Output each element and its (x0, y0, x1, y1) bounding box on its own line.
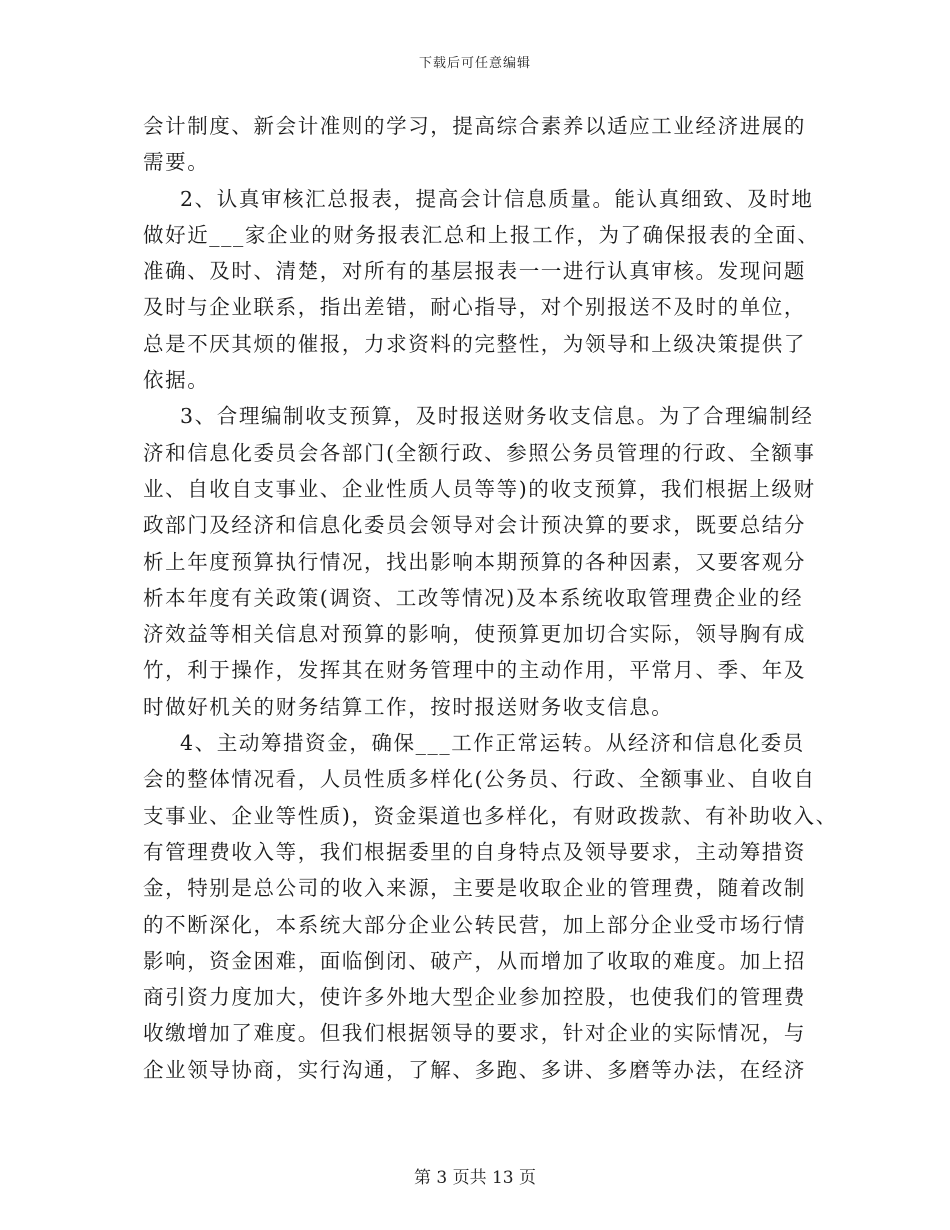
text-line: 时做好机关的财务结算工作，按时报送财务收支信息。 (143, 694, 674, 719)
text-line: 会的整体情况看，人员性质多样化(公务员、行政、全额事业、自收自 (143, 767, 816, 792)
text-line: 济和信息化委员会各部门(全额行政、参照公务员管理的行政、全额事 (143, 440, 816, 465)
text-line: 依据。 (143, 368, 210, 393)
text-line: 做好近___家企业的财务报表汇总和上报工作，为了确保报表的全面、 (143, 222, 820, 247)
text-line: 影响，资金困难，面临倒闭、破产，从而增加了收取的难度。加上招 (143, 948, 806, 973)
text-line: 需要。 (143, 150, 210, 175)
header-note: 下载后可任意编辑 (418, 56, 531, 71)
text-line: 准确、及时、清楚，对所有的基层报表一一进行认真审核。发现问题 (143, 259, 806, 284)
paragraph-start-line: 2、认真审核汇总报表，提高会计信息质量。能认真细致、及时地 (180, 186, 814, 211)
text-line: 企业领导协商，实行沟通，了解、多跑、多讲、多磨等办法，在经济 (143, 1057, 806, 1082)
text-line: 金，特别是总公司的收入来源，主要是收取企业的管理费，随着改制 (143, 876, 806, 901)
paragraph-start-line: 3、合理编制收支预算，及时报送财务收支信息。为了合理编制经 (180, 404, 814, 429)
text-line: 析本年度有关政策(调资、工改等情况)及本系统收取管理费企业的经 (143, 585, 804, 610)
page-number: 第 3 页共 13 页 (413, 1168, 537, 1188)
text-line: 竹，利于操作，发挥其在财务管理中的主动作用，平常月、季、年及 (143, 658, 806, 683)
text-line: 有管理费收入等，我们根据委里的自身特点及领导要求，主动筹措资 (143, 839, 806, 864)
text-line: 政部门及经济和信息化委员会领导对会计预决算的要求，既要总结分 (143, 513, 806, 538)
text-line: 支事业、企业等性质)，资金渠道也多样化，有财政拨款、有补助收入、 (143, 803, 838, 828)
text-line: 收缴增加了难度。但我们根据领导的要求，针对企业的实际情况，与 (143, 1021, 806, 1046)
document-body (143, 108, 838, 1088)
text-line: 业、自收自支事业、企业性质人员等等)的收支预算，我们根据上级财 (143, 476, 816, 501)
text-line: 及时与企业联系，指出差错，耐心指导，对个别报送不及时的单位， (143, 295, 806, 320)
text-line: 总是不厌其烦的催报，力求资料的完整性，为领导和上级决策提供了 (143, 331, 806, 356)
text-line: 析上年度预算执行情况，找出影响本期预算的各种因素，又要客观分 (143, 549, 806, 574)
paragraph-start-line: 4、主动筹措资金，确保___工作正常运转。从经济和信息化委员 (180, 731, 805, 756)
text-line: 商引资力度加大，使许多外地大型企业参加控股，也使我们的管理费 (143, 985, 806, 1010)
text-line: 的不断深化，本系统大部分企业公转民营，加上部分企业受市场行情 (143, 912, 806, 937)
text-line: 会计制度、新会计准则的学习，提高综合素养以适应工业经济进展的 (143, 114, 806, 138)
text-line: 济效益等相关信息对预算的影响，使预算更加切合实际，领导胸有成 (143, 622, 806, 647)
